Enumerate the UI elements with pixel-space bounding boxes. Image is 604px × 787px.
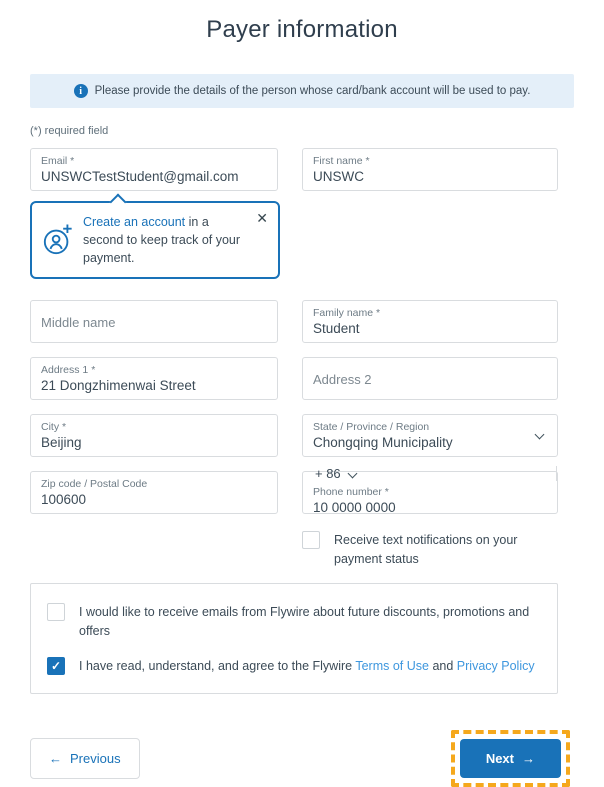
country-code-select[interactable] (303, 466, 557, 481)
middle-name-field[interactable] (30, 300, 278, 343)
terms-of-use-link[interactable]: Terms of Use (355, 659, 429, 673)
terms-checkbox-row (47, 657, 541, 676)
city-field[interactable] (30, 414, 278, 457)
email-field[interactable] (30, 148, 278, 191)
info-banner (30, 74, 574, 108)
state-select-value: Chongqing Municipality (313, 435, 453, 450)
country-code-value: + 86 (315, 465, 341, 481)
terms-text-middle: and (428, 659, 457, 673)
next-button-highlight (451, 730, 570, 787)
footer-button-row (30, 730, 570, 787)
sms-checkbox[interactable] (302, 531, 320, 549)
terms-checkbox[interactable] (47, 657, 65, 675)
form-row-1 (30, 148, 558, 191)
consent-box (30, 583, 558, 694)
emails-checkbox[interactable] (47, 603, 65, 621)
address2-placeholder: Address 2 (313, 371, 372, 387)
chevron-down-icon (347, 468, 357, 478)
next-button[interactable] (460, 739, 561, 778)
sms-checkbox-label: Receive text notifications on your payment status (334, 533, 518, 566)
previous-button-label: Previous (70, 751, 121, 766)
required-field-note: (*) required field (30, 125, 109, 137)
city-field-label: City * (41, 421, 67, 433)
phone-number-label: Phone number * (313, 485, 389, 498)
address1-field[interactable] (30, 357, 278, 400)
form-row-3 (30, 357, 558, 400)
phone-number-field[interactable] (303, 481, 557, 520)
emails-checkbox-label: I would like to receive emails from Flywire about future discounts, promotions and offers (79, 605, 530, 638)
first-name-field[interactable] (302, 148, 558, 191)
close-icon[interactable]: ✕ (256, 210, 268, 226)
zip-field[interactable] (30, 471, 278, 514)
popup-arrow (110, 194, 127, 211)
first-name-field-value: UNSWC (313, 169, 364, 184)
zip-field-label: Zip code / Postal Code (41, 478, 148, 490)
family-name-field-label: Family name * (313, 307, 381, 319)
sms-row (30, 531, 558, 569)
form-row-5 (30, 465, 558, 515)
family-name-field[interactable] (302, 300, 558, 343)
left-arrow-icon: ← (49, 751, 62, 766)
page-title: Payer information (206, 16, 398, 43)
popup-text (83, 213, 252, 267)
phone-field-group (302, 465, 558, 515)
previous-button[interactable] (30, 738, 140, 779)
middle-name-placeholder: Middle name (41, 314, 116, 330)
phone-number-value: 10 0000 0000 (313, 499, 396, 515)
privacy-policy-link[interactable]: Privacy Policy (456, 659, 535, 673)
info-icon: i (74, 84, 88, 98)
popup-row (30, 201, 558, 279)
form-row-4 (30, 414, 558, 457)
sms-checkbox-row (302, 531, 558, 569)
address1-field-value: 21 Dongzhimenwai Street (41, 378, 196, 393)
address1-field-label: Address 1 * (41, 364, 96, 376)
terms-checkbox-label (79, 657, 535, 676)
create-account-icon (42, 223, 74, 257)
family-name-field-value: Student (313, 321, 360, 336)
email-field-label: Email * (41, 155, 75, 167)
info-banner-text: Please provide the details of the person whose card/bank account will be used to pay. (94, 85, 531, 97)
popup-text-rest: in a second to keep track of your payment. (83, 215, 241, 265)
right-arrow-icon: → (522, 751, 535, 766)
state-select[interactable] (302, 414, 558, 457)
create-account-popup (30, 201, 280, 279)
email-field-value: UNSWCTestStudent@gmail.com (41, 169, 239, 184)
first-name-field-label: First name * (313, 155, 370, 167)
state-select-label: State / Province / Region (313, 421, 430, 433)
form-row-2 (30, 300, 558, 343)
zip-field-value: 100600 (41, 492, 87, 507)
terms-text-prefix: I have read, understand, and agree to the Flywire (79, 659, 356, 673)
city-field-value: Beijing (41, 435, 82, 450)
create-account-link[interactable]: Create an account (83, 215, 186, 229)
address2-field[interactable] (302, 357, 558, 400)
next-button-label: Next (485, 751, 514, 766)
emails-checkbox-row (47, 603, 541, 641)
